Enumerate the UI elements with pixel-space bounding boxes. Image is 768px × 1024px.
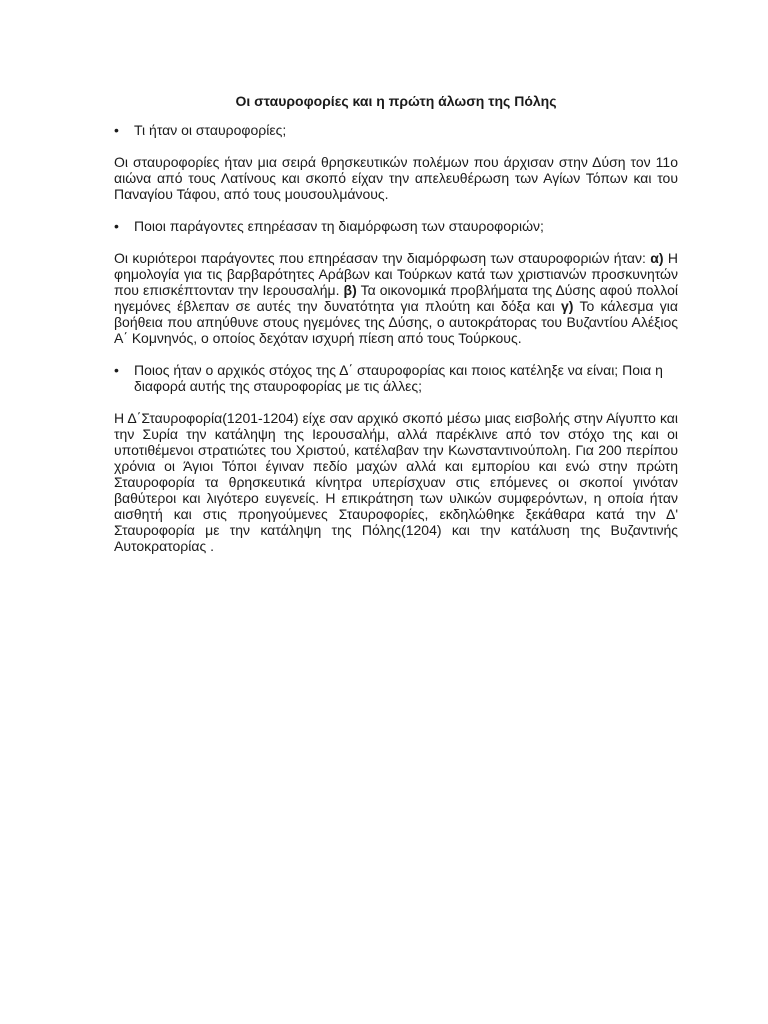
document-title: Οι σταυροφορίες και η πρώτη άλωση της Πόλης [235, 93, 557, 109]
question-2-text: Ποιοι παράγοντες επηρέασαν τη διαμόρφωση των σταυροφοριών; [134, 218, 544, 234]
answer-2-marker-c: γ) [560, 298, 574, 314]
answer-1: Οι σταυροφορίες ήταν μια σειρά θρησκευτικών πολέμων που άρχισαν στην Δύση τον 11ο αιώνα από τους Λατίνους και σκοπό είχαν την απελευθέρωση των Αγίων Τόπων και του Παναγίου Τάφου, από τους μουσουλμάνους. [114, 154, 678, 202]
question-2 [114, 218, 678, 234]
answer-2-marker-a: α) [650, 250, 664, 266]
bullet-icon: • [114, 362, 119, 378]
answer-2-text-c: Το κάλεσμα για βοήθεια που απηύθυνε στους ηγεμόνες της Δύσης, ο αυτοκράτορας του Βυζαντίου Αλέξιος Α΄ Κομνηνός, ο οποίος δεχόταν ισχυρή πίεση από τους Τούρκους. [114, 298, 679, 346]
answer-2 [114, 250, 678, 346]
answer-2-text-a: Η φημολογία για τις βαρβαρότητες Αράβων και Τούρκων κατά των χριστιανών προσκυνητών που επισκέπτονταν την Ιερουσαλήμ. [114, 250, 678, 298]
answer-3: Η Δ΄Σταυροφορία(1201-1204) είχε σαν αρχικό σκοπό μέσω μιας εισβολής στην Αίγυπτο και την Συρία την κατάληψη της Ιερουσαλήμ, αλλά παρέκλινε από τον στόχο της και οι υποτιθέμενοι στρατιώτες του Χριστού, κατέλαβαν την Κωνσταντινούπολη. Για 200 περίπου χρόνια οι Άγιοι Τόποι έγιναν πεδίο μαχών αλλά και εμπορίου και ενώ στην πρώτη Σταυροφορία τα θρησκευτικά κίνητρα υπερίσχυαν στις επόμενες οι σκοποί γινόταν βαθύτεροι και λιγότερο ευγενείς. Η επικράτηση των υλικών συμφερόντων, η οποία ήταν αισθητή και στις προηγούμενες Σταυροφορίες, εκδηλώθηκε ξεκάθαρα κατά την Δ' Σταυροφορία με την κατάληψη της Πόλης(1204) και την κατάλυση της Βυζαντινής Αυτοκρατορίας . [114, 410, 678, 554]
bullet-icon: • [114, 122, 119, 138]
answer-2-text-b: Τα οικονομικά προβλήματα της Δύσης αφού πολλοί ηγεμόνες έβλεπαν σε αυτές την δυνατότητα για πλούτη και δόξα και [114, 282, 678, 314]
question-1 [114, 122, 678, 138]
bullet-icon: • [114, 218, 119, 234]
answer-2-marker-b: β) [343, 282, 357, 298]
question-3-text: Ποιος ήταν ο αρχικός στόχος της Δ΄ σταυροφορίας και ποιος κατέληξε να είναι; Ποια η διαφορά αυτής της σταυροφορίας με τις άλλες; [134, 362, 663, 394]
answer-2-intro: Οι κυριότεροι παράγοντες που επηρέασαν την διαμόρφωση των σταυροφοριών ήταν: [114, 250, 651, 266]
question-1-text: Τι ήταν οι σταυροφορίες; [134, 122, 287, 138]
question-3 [114, 362, 678, 394]
